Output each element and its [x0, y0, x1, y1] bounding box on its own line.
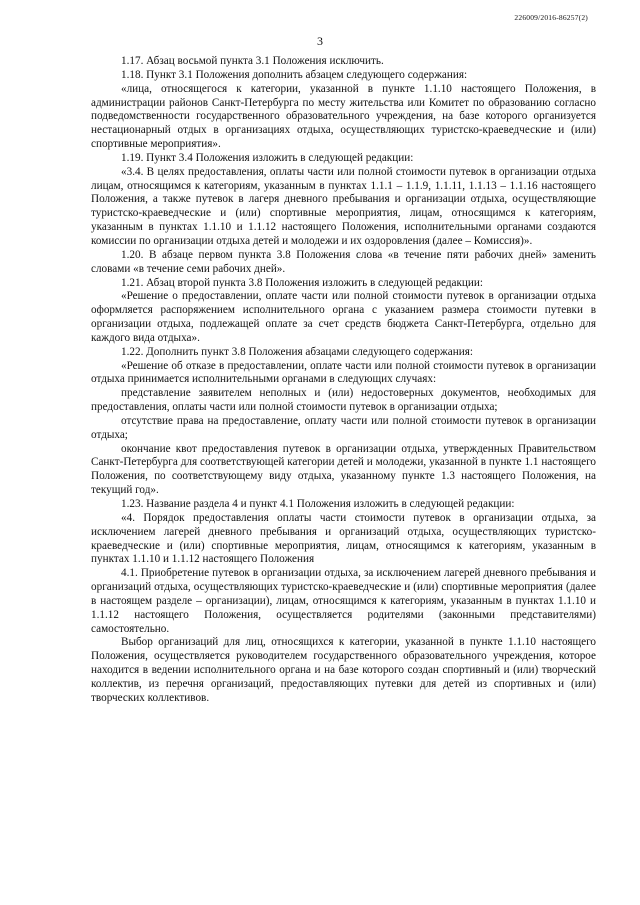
quoted-paragraph: «Решение о предоставлении, оплате части или полной стоимости путевок в организации отдыха оформляется распоряжением исполнительного органа с указанием размера стоимости путевки в организации отдыха, подлежащей оплате за счет средств бюджета Санкт-Петербурга, отдельно для каждого вида отдыха». — [91, 290, 596, 344]
list-paragraph: окончание квот предоставления путевок в организации отдыха, утвержденных Правительством Санкт-Петербурга для соответствующей категории детей и молодежи, указанной в пункте 1.1 настоящего Положения, по соответствующему виду отдыха, указанному пункте 1.3 настоящего Положения, на текущий год». — [91, 442, 596, 497]
quoted-paragraph: «3.4. В целях предоставления, оплаты части или полной стоимости путевок в организации отдыха лицам, относящимся к категориям, указанным в пунктах 1.1.1 – 1.1.9, 1.1.11, 1.1.13 – 1.1.16 настоящего Положения, а также путевок в лагеря дневного пребывания и организации отдыха, осуществляющие туристско-краеведческие и (или) спортивные мероприятия, лицам, относящимся к категориям, указанным в пунктах 1.1.10 и 1.1.12 настоящего Положения, исполнительными органами создаются комиссии по организации отдыха детей и молодежи и их оздоровления (далее – Комиссия)». — [91, 165, 596, 247]
paragraph-1-17: 1.17. Абзац восьмой пункта 3.1 Положения исключить. — [121, 55, 384, 67]
quoted-paragraph: «Решение об отказе в предоставлении, оплате части или полной стоимости путевок в организации отдыха принимается исполнительными органами в следующих случаях: — [91, 359, 596, 386]
paragraph-1-18: 1.18. Пункт 3.1 Положения дополнить абзацем следующего содержания: — [121, 68, 468, 81]
paragraph-1-19: 1.19. Пункт 3.4 Положения изложить в следующей редакции: — [121, 151, 414, 164]
quoted-paragraph: «лица, относящегося к категории, указанной в пункте 1.1.10 настоящего Положения, в администрации районов Санкт-Петербурга по месту жительства или Комитет по образованию согласно подведомственности государственного образовательного учреждения, на базе которого организуется нестационарный отдых в организациях отдыха, осуществляющих туристско-краеведческие и (или) спортивные мероприятия». — [91, 82, 596, 151]
paragraph-1-22: 1.22. Дополнить пункт 3.8 Положения абзацами следующего содержания: — [121, 345, 473, 358]
document-body — [91, 55, 596, 706]
body-paragraph: Выбор организаций для лиц, относящихся к категории, указанной в пункте 1.1.10 настоящего Положения, осуществляется руководителем государственного образовательного учреждения, которое находится в ведении исполнительного органа и на базе которого создан спортивный и (или) творческий коллектив, из перечня организаций, предоставляющих путевки для детей из спортивных и (или) творческих коллективов. — [91, 636, 596, 704]
list-paragraph: отсутствие права на предоставление, оплату части или полной стоимости путевок в организации отдыха; — [91, 414, 596, 441]
list-paragraph: представление заявителем неполных и (или) недостоверных документов, необходимых для предоставления, оплаты части или полной стоимости путевок в организации отдыха; — [91, 387, 596, 414]
section-4-title-paragraph: «4. Порядок предоставления оплаты части стоимости путевок в организации отдыха, за исключением лагерей дневного пребывания и организаций отдыха, осуществляющих туристско-краеведческие и (или) спортивные мероприятия, лицам, относящимся к категориям, указанным в пунктах 1.1.10 и 1.1.12 настоящего Положения — [91, 511, 596, 566]
paragraph-4-1: 4.1. Приобретение путевок в организации отдыха, за исключением лагерей дневного пребывания и организаций отдыха, осуществляющих туристско-краеведческие и (или) спортивные мероприятия (далее в настоящем разделе – организации), лицам, относящимся к категориям, указанным в пунктах 1.1.10 и 1.1.12 настоящего Положения, осуществляется родителями (законными представителями) самостоятельно. — [91, 567, 596, 635]
document-id: 226009/2016-86257(2) — [514, 13, 588, 22]
paragraph-1-23: 1.23. Название раздела 4 и пункт 4.1 Положения изложить в следующей редакции: — [121, 498, 515, 510]
paragraph-1-21: 1.21. Абзац второй пункта 3.8 Положения изложить в следующей редакции: — [121, 276, 484, 289]
page-number: 3 — [317, 34, 323, 48]
paragraph-1-20: 1.20. В абзаце первом пункта 3.8 Положения слова «в течение пяти рабочих дней» заменить словами «в течение семи рабочих дней». — [91, 248, 596, 275]
